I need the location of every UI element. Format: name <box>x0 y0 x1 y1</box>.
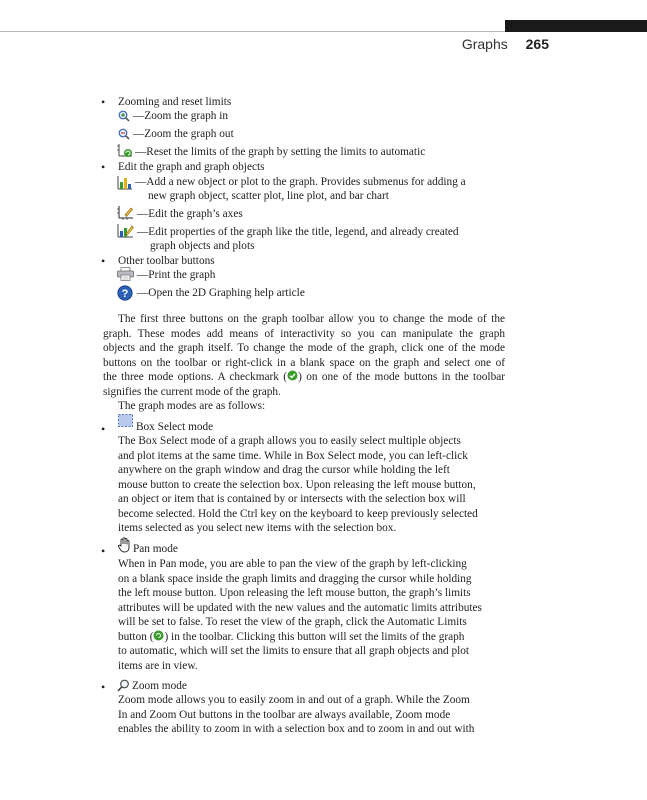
header-accent-bar <box>505 20 647 32</box>
pan-button-after: ) in the toolbar. Clicking this button will set the limits of the graph <box>164 630 465 643</box>
svg-text:?: ? <box>121 288 129 300</box>
box-select-line: become selected. Hold the Ctrl key on the keyboard to keep previously selected <box>118 507 478 520</box>
zoom-mode-title: Zoom mode <box>132 680 187 692</box>
zoom-mode-line: In and Zoom Out buttons in the toolbar are always available, Zoom mode <box>118 708 451 721</box>
add-plot-icon <box>117 175 133 190</box>
modes-intro: The graph modes are as follows: <box>118 400 266 412</box>
bullet-pan: • <box>101 544 106 558</box>
bullet-box-select: • <box>101 422 106 436</box>
zoom-mode-line: enables the ability to zoom in with a selection box and to zoom in and out with <box>118 723 475 735</box>
pan-line: to automatic, which will set the limits to ensure that all graph objects and plot <box>118 645 470 657</box>
zoom-in-icon <box>118 110 130 122</box>
pan-title: Pan mode <box>133 543 178 555</box>
edit-properties-description-cont: graph objects and plots <box>150 240 255 252</box>
edit-properties-description: —Edit properties of the graph like the title, legend, and already created <box>137 226 459 238</box>
pan-line: attributes will be updated with the new values and the automatic limits attributes <box>118 601 482 614</box>
printer-icon <box>117 267 134 281</box>
intro-line: The first three buttons on the graph toolbar allow you to change the mode of the <box>118 313 505 325</box>
zoom-mode-icon <box>117 679 130 692</box>
reset-limits-description: —Reset the limits of the graph by setting the limits to automatic <box>135 146 426 158</box>
intro-line-checkmark <box>103 370 505 385</box>
help-description: —Open the 2D Graphing help article <box>137 287 305 299</box>
box-select-title: Box Select mode <box>136 421 214 433</box>
intro-paragraph <box>103 312 505 399</box>
add-plot-description-cont: new graph object, scatter plot, line plot, and bar chart <box>148 190 389 202</box>
intro-checkmark-before: the three mode options. A checkmark ( <box>103 371 288 383</box>
zoom-mode-paragraph <box>118 693 503 737</box>
automatic-limits-icon <box>153 630 164 641</box>
zoom-out-icon <box>118 128 130 140</box>
intro-line: graph. These modes add means of interactivity so you can manipulate the graph <box>103 327 505 340</box>
edit-properties-icon <box>117 223 134 238</box>
reset-limits-icon <box>117 143 134 159</box>
pan-line: items are in view. <box>118 659 198 672</box>
pan-hand-icon <box>117 537 132 553</box>
zoom-out-description: —Zoom the graph out <box>133 128 234 140</box>
box-select-icon <box>117 413 134 428</box>
pan-line: will be set to false. To reset the view of the graph, click the Automatic Limits <box>118 616 467 628</box>
edit-group-title: Edit the graph and graph objects <box>118 161 265 173</box>
print-description: —Print the graph <box>137 269 216 281</box>
intro-line: buttons on the toolbar or right-click in a blank space on the graph and select one of <box>103 356 505 369</box>
zoom-in-description: —Zoom the graph in <box>133 110 229 122</box>
help-icon <box>117 285 133 301</box>
running-header <box>462 36 549 52</box>
pan-paragraph <box>118 557 503 673</box>
intro-line: signifies the current mode of the graph. <box>103 385 281 398</box>
bullet-other-group: • <box>101 254 106 268</box>
edit-axes-icon <box>117 205 134 220</box>
bullet-zoom-group: • <box>101 95 106 109</box>
header-rule <box>0 31 505 32</box>
intro-line: objects and the graph itself. To change the mode of the graph, click one of the mode <box>103 342 505 354</box>
bullet-zoom-mode: • <box>101 680 106 694</box>
pan-line: on a blank space inside the graph limits and dragging the cursor while holding <box>118 572 472 585</box>
pan-line: the left mouse button. Upon releasing the left mouse button, the graph’s limits <box>118 587 471 599</box>
intro-checkmark-after: ) on one of the mode buttons in the toolbar <box>298 371 505 383</box>
page-number: 265 <box>525 36 549 52</box>
box-select-line: mouse button to create the selection box. Upon releasing the left mouse button, <box>118 478 476 491</box>
pan-button-before: button ( <box>118 630 154 643</box>
box-select-line: anywhere on the graph window and drag the cursor while holding the left <box>118 464 450 476</box>
box-select-line: an object or item that is contained by or intersects with the selection box will <box>118 493 466 505</box>
zoom-group-title: Zooming and reset limits <box>118 96 232 108</box>
box-select-paragraph <box>118 434 503 536</box>
checkmark-icon <box>287 370 298 381</box>
section-title: Graphs <box>461 36 508 52</box>
edit-axes-description: —Edit the graph’s axes <box>137 208 243 220</box>
other-group-title: Other toolbar buttons <box>118 255 215 267</box>
pan-line-button <box>118 630 503 645</box>
box-select-line: and plot items at the same time. While in Box Select mode, you can left-click <box>118 449 468 462</box>
zoom-mode-line: Zoom mode allows you to easily zoom in and out of a graph. While the Zoom <box>118 694 470 706</box>
box-select-line: items selected as you select new items with the selection box. <box>118 522 397 534</box>
add-plot-description: —Add a new object or plot to the graph. Provides submenus for adding a <box>135 176 466 188</box>
bullet-edit-group: • <box>101 160 106 174</box>
pan-line: When in Pan mode, you are able to pan the view of the graph by left-clicking <box>118 558 467 570</box>
box-select-line: The Box Select mode of a graph allows you to easily select multiple objects <box>118 435 461 447</box>
